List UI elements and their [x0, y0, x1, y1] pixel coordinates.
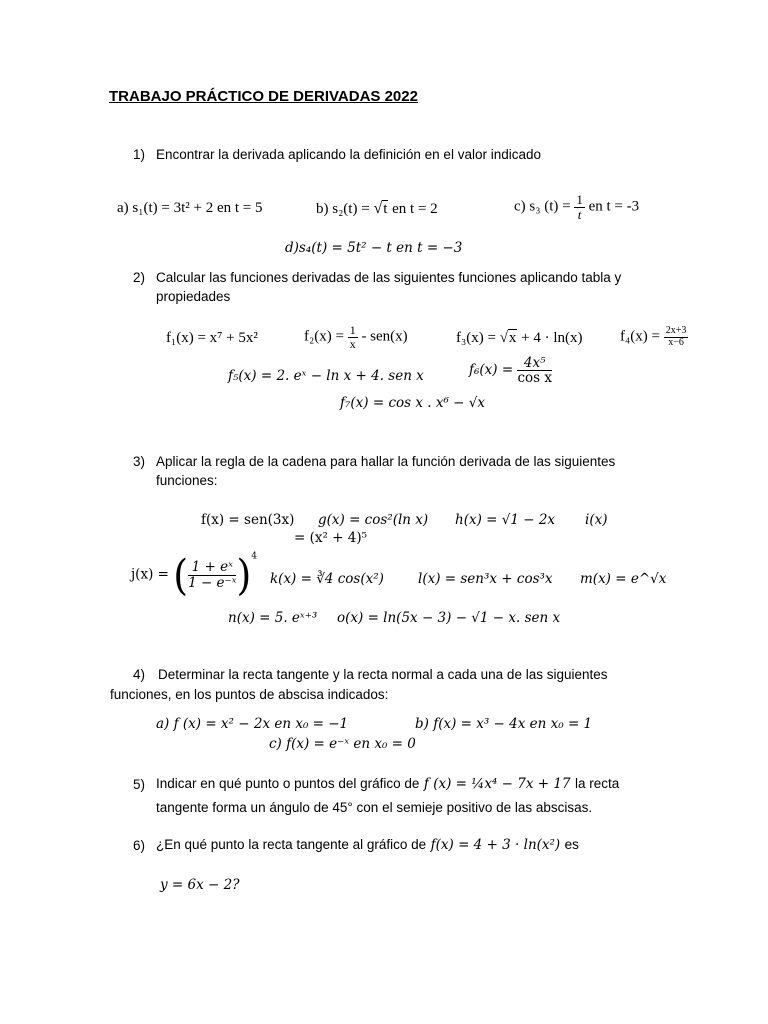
q6-formula: f(x) = 4 + 3 · ln(x²)	[430, 837, 561, 853]
q5-number: 5)	[133, 777, 146, 792]
q3-i-expression: = (x² + 4)⁵	[294, 530, 368, 546]
q4-number: 4)	[133, 667, 146, 682]
q2-f2-tail: - sen(x)	[361, 328, 408, 345]
q5-statement-line1	[156, 775, 619, 793]
q1-item-a: a) s₁(t) = 3t² + 2 en t = 5	[117, 200, 263, 216]
q1-item-c-denominator: t	[574, 207, 585, 222]
q3-m: m(x) = e^√x	[580, 571, 667, 587]
q3-n: n(x) = 5. eˣ⁺³	[228, 610, 318, 626]
q3-i-label: i(x)	[585, 512, 608, 528]
q3-statement-line1: Aplicar la regla de la cadena para hallar la función derivada de las siguientes	[156, 454, 616, 469]
q5-text-post: la recta	[574, 776, 620, 791]
q3-g: g(x) = cos²(ln x)	[318, 512, 429, 528]
q6-number: 6)	[133, 838, 146, 853]
q3-number: 3)	[133, 454, 146, 469]
q3-l: l(x) = sen³x + cos³x	[418, 571, 553, 587]
q5-text-pre: Indicar en qué punto o puntos del gráfico de	[156, 776, 420, 791]
q5-statement-line2: tangente forma un ángulo de 45° con el semieje positivo de las abscisas.	[156, 800, 593, 815]
q3-j-exponent: 4	[251, 551, 258, 562]
q2-f2-label: f₂(x) =	[304, 328, 344, 345]
q6-text-post: es	[564, 837, 579, 852]
q1-item-b-radicand: t	[383, 201, 388, 217]
q2-f2	[304, 324, 408, 350]
q2-f6-numerator: 4x⁵	[517, 356, 552, 371]
q4-item-c: c) f(x) = e⁻ˣ en x₀ = 0	[269, 736, 416, 752]
q4-statement-line2: funciones, en los puntos de abscisa indicados:	[110, 687, 389, 702]
q3-j-label: j(x) =	[131, 566, 169, 583]
q5-formula: f (x) = ¼x⁴ − 7x + 17	[423, 776, 571, 792]
q2-f3: f₃(x) = √x + 4 · ln(x)	[456, 330, 583, 346]
q4-item-a: a) f (x) = x² − 2x en x₀ = −1	[156, 716, 349, 732]
q2-f1: f₁(x) = x⁷ + 5x²	[166, 330, 258, 346]
q2-f4-numerator: 2x+3	[665, 325, 687, 336]
q2-f7: f₇(x) = cos x . x⁶ − √x	[340, 395, 485, 411]
q3-o: o(x) = ln(5x − 3) − √1 − x. sen x	[337, 610, 561, 626]
q1-item-c-tail: en t = -3	[588, 198, 640, 215]
q2-f4	[620, 326, 688, 348]
q4-statement-line1: Determinar la recta tangente y la recta normal a cada una de las siguientes	[158, 667, 608, 682]
q1-item-b-label: b) s₂(t) =	[316, 201, 370, 217]
q1-item-c-numerator: 1	[576, 192, 583, 207]
q1-item-d: d)s₄(t) = 5t² − t en t = −3	[285, 240, 463, 256]
q3-h: h(x) = √1 − 2x	[455, 512, 556, 528]
q3-statement-line2: funciones:	[156, 473, 218, 488]
q3-j-numerator: 1 + eˣ	[188, 560, 236, 575]
q2-f2-denominator: x	[349, 336, 356, 351]
q2-statement-line2: propiedades	[156, 289, 231, 304]
q1-item-c	[514, 193, 639, 221]
q6-statement	[156, 836, 579, 854]
q2-f5: f₅(x) = 2. eˣ − ln x + 4. sen x	[228, 368, 424, 384]
q1-item-b: b) s₂(t) = √t en t = 2	[316, 200, 438, 217]
q2-number: 2)	[133, 270, 146, 285]
q2-f6-denominator: cos x	[517, 370, 552, 387]
q2-f4-label: f₄(x) =	[620, 328, 660, 345]
q1-item-b-tail: en t = 2	[392, 201, 438, 217]
q3-k: k(x) = ∛4 cos(x²)	[270, 571, 384, 587]
q2-f3-tail: + 4 · ln(x)	[521, 330, 583, 346]
q1-statement: Encontrar la derivada aplicando la definición en el valor indicado	[156, 147, 541, 162]
q6-line2: y = 6x − 2?	[160, 877, 240, 893]
q2-statement-line1: Calcular las funciones derivadas de las siguientes funciones aplicando tabla y	[156, 270, 622, 285]
page-title: TRABAJO PRÁCTICO DE DERIVADAS 2022	[109, 88, 418, 105]
q4-item-b: b) f(x) = x³ − 4x en x₀ = 1	[415, 716, 593, 732]
q3-j: j(x) = ( $\frac{\text{1 + eˣ}}{\text{1 − e⁻ˣ}}$ )$^4$	[131, 550, 258, 600]
q6-text-pre: ¿En qué punto la recta tangente al gráfico de	[156, 837, 427, 852]
q2-f3-radicand: x	[508, 330, 517, 346]
q1-item-c-label: c) s₃ (t) =	[514, 198, 571, 215]
q2-f6	[469, 356, 552, 385]
q1-number: 1)	[133, 147, 146, 162]
q2-f2-numerator: 1	[349, 323, 356, 337]
q3-j-denominator: 1 − e⁻ˣ	[188, 574, 237, 591]
q2-f4-denominator: x−6	[668, 336, 684, 348]
q2-f3-label: f₃(x) =	[456, 330, 496, 346]
q3-f: f(x) = sen(3x)	[201, 512, 295, 528]
q2-f6-label: f₆(x) =	[469, 362, 514, 379]
